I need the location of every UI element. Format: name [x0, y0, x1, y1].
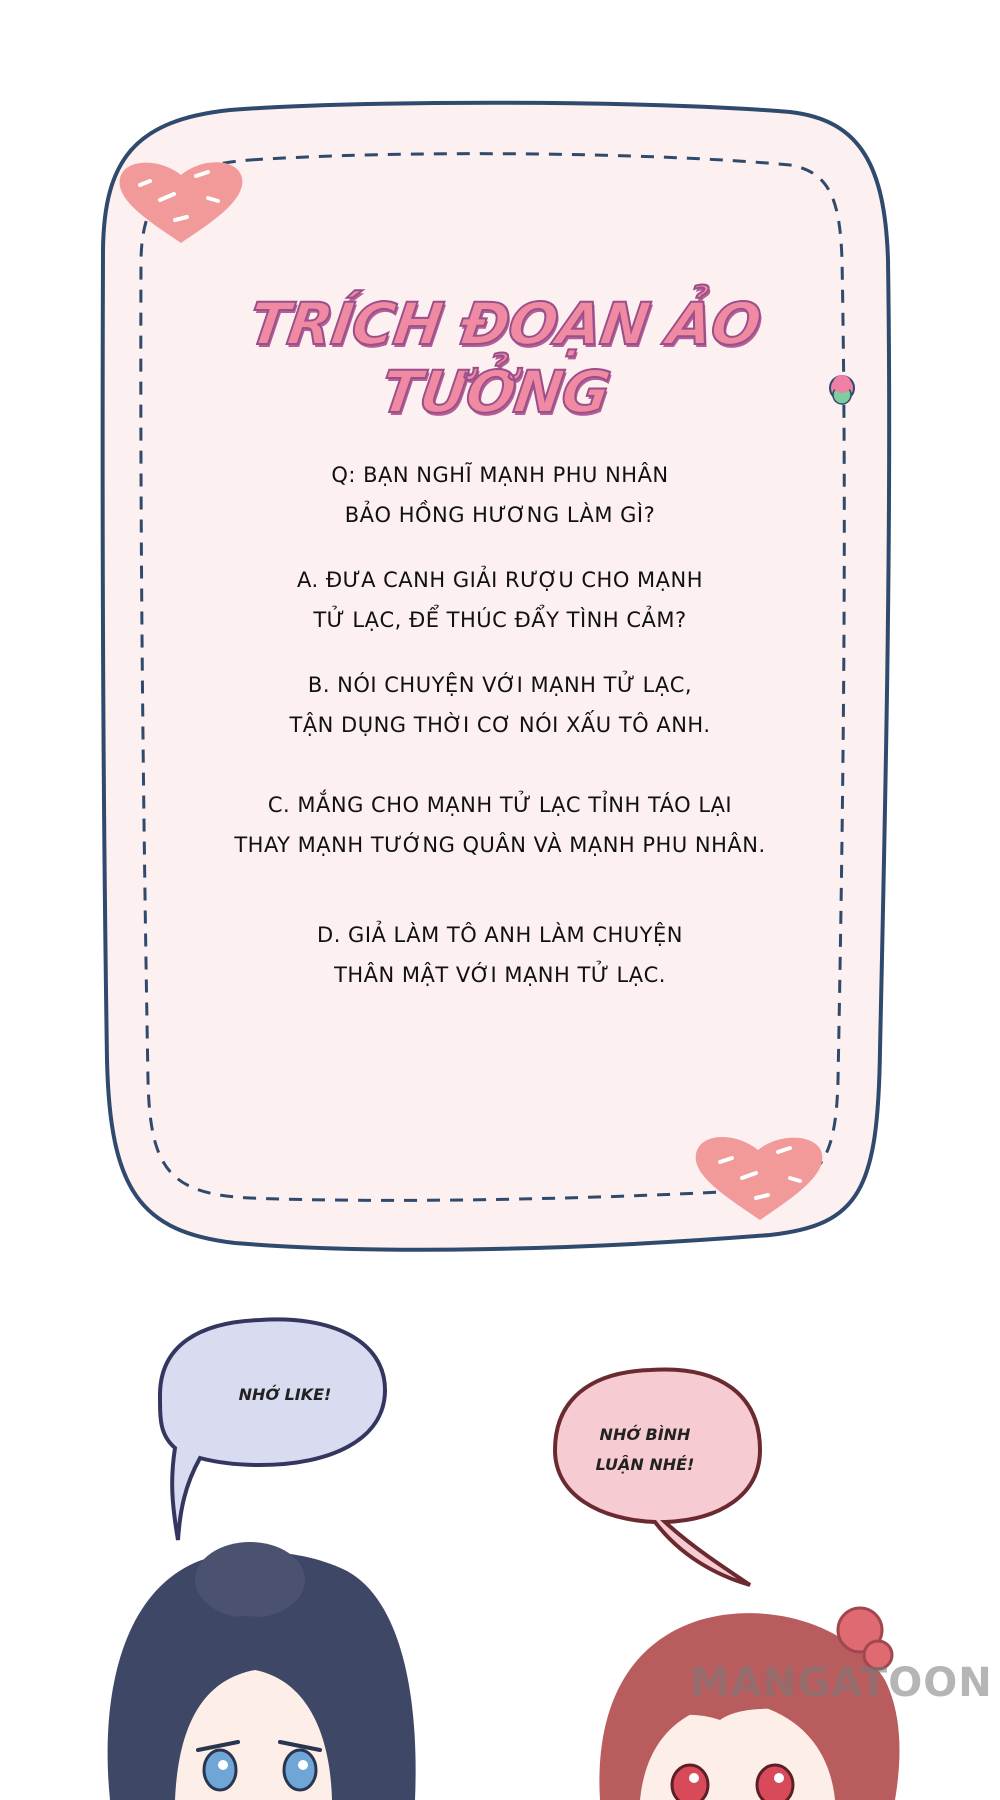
bubble-left-text — [205, 1380, 365, 1410]
quiz-question — [200, 455, 800, 535]
speech-bubble-left — [160, 1319, 385, 1540]
option-c — [200, 785, 800, 865]
option-b-line-2: TẬN DỤNG THỜI CƠ NÓI XẤU TÔ ANH. — [289, 713, 711, 737]
quiz-title: TRÍCH ĐOẠN ẢO TƯỞNG — [244, 290, 765, 426]
question-line-1: Q: BẠN NGHĨ MẠNH PHU NHÂN — [331, 463, 669, 487]
option-c-line-2: THAY MẠNH TƯỚNG QUÂN VÀ MẠNH PHU NHÂN. — [234, 833, 766, 857]
character-left — [108, 1542, 416, 1800]
bubble-right-line-2: LUẬN NHÉ! — [595, 1455, 695, 1474]
option-a — [200, 560, 800, 640]
option-b-line-1: B. NÓI CHUYỆN VỚI MẠNH TỬ LẠC, — [307, 673, 693, 697]
bubble-right-line-1: NHỚ BÌNH — [599, 1425, 691, 1444]
question-line-2: BẢO HỒNG HƯƠNG LÀM GÌ? — [344, 503, 656, 527]
option-b — [200, 665, 800, 745]
pin-icon — [830, 375, 854, 404]
bubble-right-text — [565, 1420, 725, 1480]
option-c-line-1: C. MẮNG CHO MẠNH TỬ LẠC TỈNH TÁO LẠI — [267, 793, 733, 817]
option-d-line-2: THÂN MẬT VỚI MẠNH TỬ LẠC. — [334, 963, 666, 987]
characters-scene — [0, 1300, 1000, 1800]
bubble-left-line-1: NHỚ LIKE! — [238, 1385, 332, 1404]
option-a-line-1: A. ĐƯA CANH GIẢI RƯỢU CHO MẠNH — [296, 568, 704, 592]
option-a-line-2: TỬ LẠC, ĐỂ THÚC ĐẨY TÌNH CẢM? — [313, 608, 687, 632]
option-d — [200, 915, 800, 995]
mangatoon-watermark: MANGATOON — [690, 1660, 993, 1706]
option-d-line-1: D. GIẢ LÀM TÔ ANH LÀM CHUYỆN — [317, 923, 683, 947]
